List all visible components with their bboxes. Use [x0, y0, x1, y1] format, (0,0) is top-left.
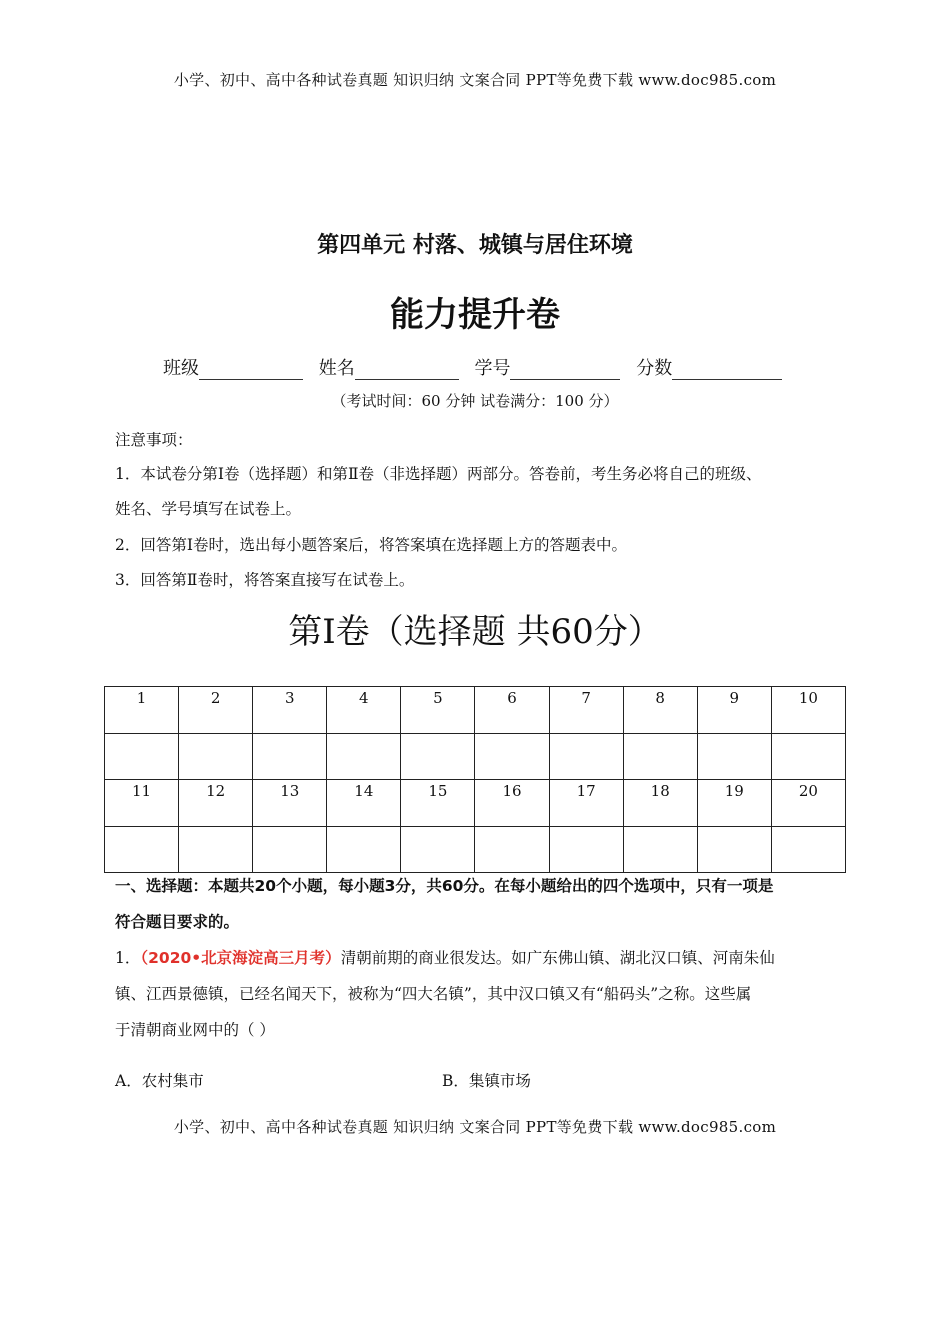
- question-1-line2: 镇、江西景德镇，已经名闻天下，被称为“四大名镇”，其中汉口镇又有“船码头”之称。这些属: [115, 985, 752, 1003]
- student-info-row: [163, 354, 792, 380]
- answer-number: 12: [179, 780, 253, 827]
- answer-cell: [475, 734, 549, 780]
- id-label: 学号: [474, 358, 511, 379]
- score-blank: [672, 361, 782, 380]
- answer-cell: [549, 827, 623, 873]
- question-source: （2020•北京海淀高三月考）: [140, 949, 341, 967]
- section-heading: 一、选择题：本题共20个小题，每小题3分，共60分。在每小题给出的四个选项中，只有一项是: [115, 877, 774, 895]
- answer-number: 5: [401, 687, 475, 734]
- exam-time: （考试时间：60 分钟 试卷满分：100 分）: [331, 392, 619, 410]
- notes-heading: 注意事项：: [115, 431, 193, 449]
- unit-title: 第四单元 村落、城镇与居住环境: [317, 233, 633, 258]
- answer-cell: [401, 827, 475, 873]
- answer-cell: [105, 827, 179, 873]
- answer-number: 3: [253, 687, 327, 734]
- paper-title: 能力提升卷: [390, 295, 560, 335]
- answer-cell: [401, 734, 475, 780]
- id-blank: [510, 361, 620, 380]
- question-number: 1．: [115, 949, 141, 967]
- answer-number: 11: [105, 780, 179, 827]
- option-a: A．农村集市: [115, 1072, 204, 1090]
- answer-cell: [105, 734, 179, 780]
- answer-number: 13: [253, 780, 327, 827]
- answer-number: 6: [475, 687, 549, 734]
- note-item: 3．回答第Ⅱ卷时，将答案直接写在试卷上。: [115, 571, 415, 589]
- footer-banner: 小学、初中、高中各种试卷真题 知识归纳 文案合同 PPT等免费下载 www.doc985.com: [173, 1118, 777, 1136]
- answer-number: 19: [697, 780, 771, 827]
- header-banner: 小学、初中、高中各种试卷真题 知识归纳 文案合同 PPT等免费下载 www.doc985.com: [173, 71, 777, 89]
- note-item: 姓名、学号填写在试卷上。: [115, 500, 302, 518]
- answer-number: 16: [475, 780, 549, 827]
- score-label: 分数: [636, 358, 673, 379]
- question-1-line1: [115, 946, 845, 968]
- name-label: 姓名: [318, 358, 355, 379]
- answer-cell: [771, 734, 845, 780]
- answer-number: 10: [771, 687, 845, 734]
- answer-cell: [253, 827, 327, 873]
- question-text: 清朝前期的商业很发达。如广东佛山镇、湖北汉口镇、河南朱仙: [340, 949, 775, 967]
- answer-number: 15: [401, 780, 475, 827]
- answer-cell: [623, 734, 697, 780]
- answer-cell: [697, 734, 771, 780]
- answer-number: 2: [179, 687, 253, 734]
- option-b: B．集镇市场: [442, 1072, 531, 1090]
- answer-cell: [697, 827, 771, 873]
- answer-number: 1: [105, 687, 179, 734]
- answer-table: [104, 686, 846, 873]
- question-1-line3: 于清朝商业网中的（ ）: [115, 1021, 275, 1039]
- answer-cell: [179, 734, 253, 780]
- answer-cell: [327, 734, 401, 780]
- answer-cell: [179, 827, 253, 873]
- answer-cell: [253, 734, 327, 780]
- answer-number: 18: [623, 780, 697, 827]
- answer-cell: [475, 827, 549, 873]
- answer-cell: [771, 827, 845, 873]
- answer-number: 17: [549, 780, 623, 827]
- answer-cell: [623, 827, 697, 873]
- section-heading-cont: 符合题目要求的。: [115, 913, 240, 931]
- answer-cell: [327, 827, 401, 873]
- volume-title: 第Ⅰ卷（选择题 共60分）: [288, 612, 662, 652]
- note-item: 2．回答第Ⅰ卷时，选出每小题答案后，将答案填在选择题上方的答题表中。: [115, 536, 627, 554]
- class-blank: [199, 361, 303, 380]
- answer-number: 20: [771, 780, 845, 827]
- answer-number: 4: [327, 687, 401, 734]
- answer-number: 8: [623, 687, 697, 734]
- name-blank: [355, 361, 459, 380]
- class-label: 班级: [163, 358, 199, 379]
- note-item: 1．本试卷分第Ⅰ卷（选择题）和第Ⅱ卷（非选择题）两部分。答卷前，考生务必将自己的班级、: [115, 465, 762, 483]
- answer-number: 14: [327, 780, 401, 827]
- answer-number: 7: [549, 687, 623, 734]
- answer-cell: [549, 734, 623, 780]
- answer-number: 9: [697, 687, 771, 734]
